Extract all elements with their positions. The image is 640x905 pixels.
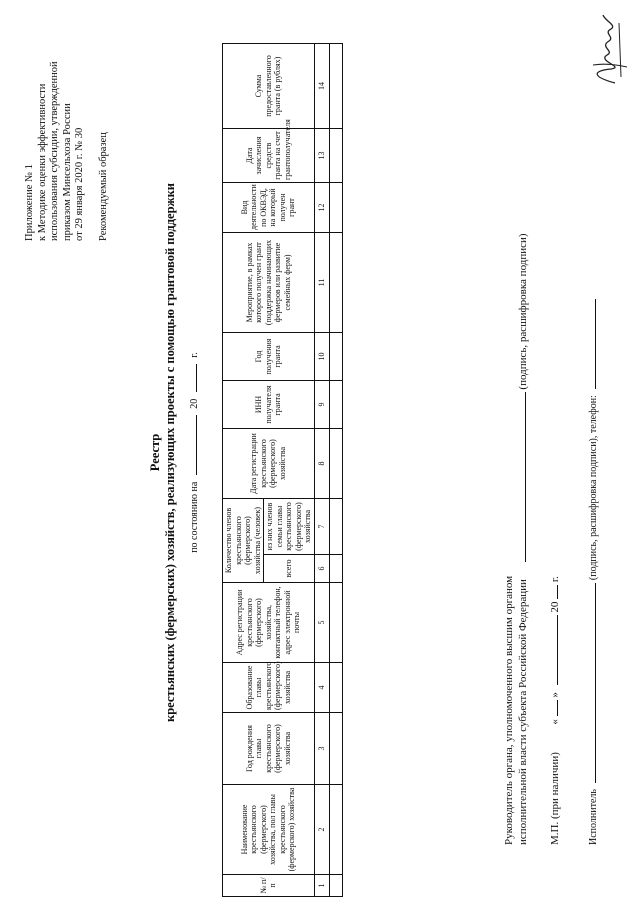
header-line: от 29 января 2020 г. № 30: [74, 127, 85, 241]
registry-table: [222, 43, 343, 897]
header-line: использования субсидии, утвержденной: [49, 61, 60, 241]
registry-subtitle: крестьянских (фермерских) хозяйств, реализующих проекты с помощью грантовой поддержки: [163, 183, 177, 722]
col-header-grant-amount: Сумма предоставленного гранта (в рублях): [223, 44, 315, 129]
column-number: 1: [314, 875, 329, 897]
registry-title: Реестр: [148, 433, 162, 472]
col-header-education: Образование главы крестьянского (фермерского) хозяйства: [223, 663, 315, 713]
as-of-prefix: по состоянию на: [189, 481, 200, 553]
as-of-day-blank: [186, 415, 197, 475]
col-header-members: Количество членов крестьянского (фермерского) хозяйства (человек): [223, 499, 264, 583]
col-header-address: Адрес регистрации крестьянского (фермерского) хозяйства, контактный телефон, адрес электронной почты: [223, 583, 315, 663]
column-number: 3: [314, 713, 329, 785]
col-header-okved: Вид деятельности по ОКВЭД, на который получен грант: [223, 183, 315, 233]
col-header-members-family: из них членов семьи главы крестьянского (фермерского) хозяйства: [264, 499, 315, 555]
executor-signature-blank: [595, 583, 596, 783]
column-number: 8: [314, 429, 329, 499]
table-cell: [329, 499, 342, 555]
table-cell: [329, 44, 342, 129]
date-suffix: г.: [549, 576, 561, 583]
column-number: 9: [314, 381, 329, 429]
column-number: 2: [314, 785, 329, 875]
date-close-quote: »: [549, 692, 561, 698]
table-cell: [329, 429, 342, 499]
signature-blank: [525, 392, 526, 562]
col-header-members-total: всего: [264, 555, 315, 583]
column-number-row: [314, 44, 329, 897]
column-number: 10: [314, 333, 329, 381]
date-day-blank: [557, 700, 558, 716]
col-header-inn: ИНН получателя гранта: [223, 381, 315, 429]
col-header-birth-year: Год рождения главы крестьянского (фермерского) хозяйства: [223, 713, 315, 785]
table-cell: [329, 129, 342, 183]
appendix-header: [24, 11, 110, 241]
column-number: 14: [314, 44, 329, 129]
table-cell: [329, 583, 342, 663]
table-cell: [329, 333, 342, 381]
col-header-credit-date: Дата зачисления средств гранта на счет грантополучателя: [223, 129, 315, 183]
date-year-blank: [557, 585, 558, 599]
as-of-year-blank: [186, 364, 197, 392]
table-cell: [329, 785, 342, 875]
stamp-label: М.П. (при наличии): [549, 752, 561, 845]
header-line: Приложение № 1: [24, 164, 35, 241]
col-header-number: № п/п: [223, 875, 315, 897]
handwritten-signature: [585, 9, 629, 87]
table-cell: [329, 233, 342, 333]
column-number: 12: [314, 183, 329, 233]
col-header-program: Мероприятие, в рамках которого получен грант (поддержка начинающих фермеров или развитие семейных ферм): [223, 233, 315, 333]
signatory-line-2-text: исполнительной власти субъекта Российской Федерации: [517, 579, 529, 845]
col-header-registration-date: Дата регистрации крестьянского (фермерского) хозяйства: [223, 429, 315, 499]
column-number: 6: [314, 555, 329, 583]
as-of-year-prefix: 20: [189, 398, 200, 409]
table-cell: [329, 875, 342, 897]
column-number: 4: [314, 663, 329, 713]
phone-blank: [595, 299, 596, 389]
col-header-farm-name: Наименование крестьянского (фермерского) хозяйства, пол главы крестьянского (фермерского) хозяйства: [223, 785, 315, 875]
signatory-line-2: [516, 233, 530, 845]
registry-title-block: [148, 0, 200, 905]
date-open-quote: «: [549, 719, 561, 725]
header-line: приказом Минсельхоза России: [61, 103, 73, 241]
header-line: к Методике оценки эффективности: [36, 83, 48, 241]
table-row: [329, 44, 342, 897]
date-month-blank: [557, 615, 558, 685]
recommended-sample-label: Рекомендуемый образец: [97, 132, 109, 241]
column-number: 7: [314, 499, 329, 555]
executor-label: Исполнитель: [588, 789, 599, 845]
table-cell: [329, 183, 342, 233]
table-cell: [329, 663, 342, 713]
as-of-date-line: [186, 0, 200, 905]
table-cell: [329, 713, 342, 785]
column-number: 5: [314, 583, 329, 663]
column-number: 11: [314, 233, 329, 333]
signature-caption: (подпись, расшифровка подписи): [517, 233, 529, 390]
executor-caption: (подпись, расшифровка подписи), телефон:: [588, 395, 599, 581]
as-of-suffix: г.: [189, 352, 200, 358]
col-header-grant-year: Год получения гранта: [223, 333, 315, 381]
signatory-line-1: Руководитель органа, уполномоченного высшим органом: [503, 575, 515, 845]
table-cell: [329, 381, 342, 429]
column-number: 13: [314, 129, 329, 183]
table-cell: [329, 555, 342, 583]
executor-line: [587, 299, 601, 845]
stamp-date-line: [548, 576, 562, 845]
date-year-prefix: 20: [549, 601, 561, 613]
